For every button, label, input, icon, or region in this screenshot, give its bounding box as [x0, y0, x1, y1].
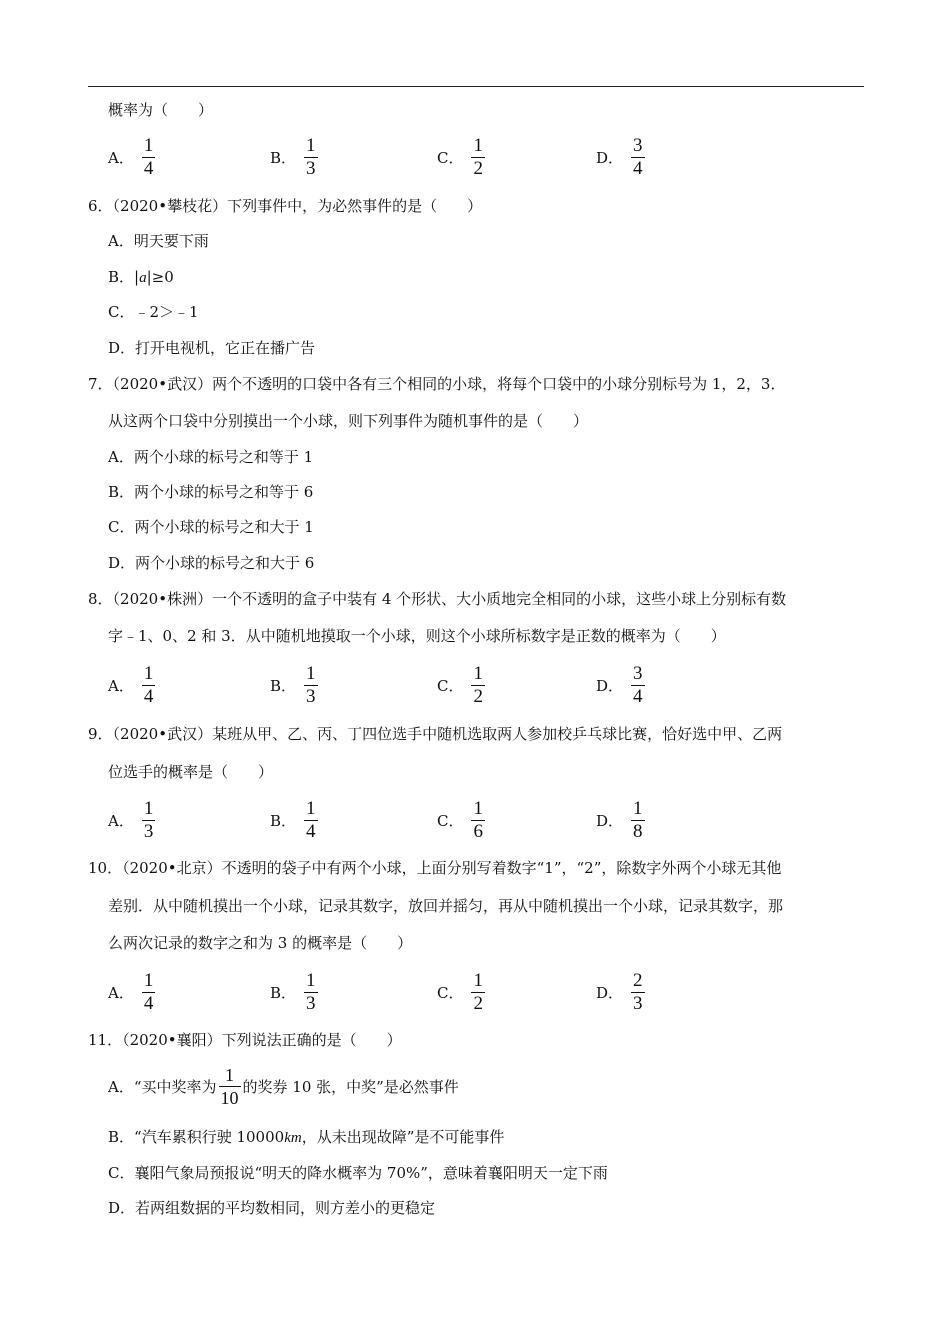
q8-option-c[interactable]: C． $\frac{1}{2}$ — [437, 662, 483, 707]
q10-option-b[interactable]: B． $\frac{1}{3}$ — [270, 969, 316, 1014]
q6-option-a[interactable]: A．明天要下雨 — [108, 232, 209, 250]
q5-option-c[interactable]: C． $\frac{1}{2}$ — [437, 134, 483, 179]
fraction: $\frac{1}{6}$ — [473, 797, 483, 842]
fraction: $\frac{1}{4}$ — [143, 969, 154, 1014]
q6-option-c[interactable]: C．﹣2＞﹣1 — [108, 303, 199, 321]
q9-option-d[interactable]: D． $\frac{1}{8}$ — [596, 797, 643, 842]
q8-stem-line2: 字﹣1、0、2 和 3．从中随机地摸取一个小球，则这个小球所标数字是正数的概率为（ ） — [108, 627, 726, 645]
q5-option-d[interactable]: D． $\frac{3}{4}$ — [596, 134, 643, 179]
q5-stem-tail: 概率为（ ） — [108, 101, 214, 119]
q5-option-a[interactable]: A． $\frac{1}{4}$ — [108, 134, 154, 179]
fraction: $\frac{1}{3}$ — [306, 969, 316, 1014]
q11-option-d[interactable]: D．若两组数据的平均数相同，则方差小的更稳定 — [108, 1199, 436, 1217]
q9-options — [0, 797, 950, 843]
q9-option-a[interactable]: A． $\frac{1}{3}$ — [108, 797, 154, 842]
q10-option-d[interactable]: D． $\frac{2}{3}$ — [596, 969, 643, 1014]
q10-stem-line3: 么两次记录的数字之和为 3 的概率是（ ） — [108, 934, 413, 952]
q8-options — [0, 662, 950, 708]
fraction: $\frac{3}{4}$ — [633, 662, 643, 707]
fraction: $\frac{1}{2}$ — [473, 969, 483, 1014]
fraction: $\frac{3}{4}$ — [633, 134, 643, 179]
fraction: $\frac{1}{2}$ — [473, 134, 483, 179]
fraction: $\frac{1}{3}$ — [143, 797, 154, 842]
q9-stem-line2: 位选手的概率是（ ） — [108, 763, 274, 781]
fraction: $\frac{1}{4}$ — [143, 134, 154, 179]
fraction: $\frac{1}{2}$ — [473, 662, 483, 707]
q8-option-b[interactable]: B． $\frac{1}{3}$ — [270, 662, 316, 707]
q11-option-a[interactable]: A．“买中奖率为 $\frac{1}{10}$ 的奖券 10 张，中奖”是必然事件 — [108, 1064, 459, 1108]
q7-stem-line1: 7．（2020•武汉）两个不透明的口袋中各有三个相同的小球，将每个口袋中的小球分别标号为 1，2，3． — [88, 375, 786, 393]
q7-option-b[interactable]: B．两个小球的标号之和等于 6 — [108, 483, 314, 501]
fraction: $\frac{1}{3}$ — [306, 662, 316, 707]
q10-stem-line1: 10．（2020•北京）不透明的袋子中有两个小球，上面分别写着数字“1”，“2”，除数字外两个小球无其他 — [88, 859, 782, 877]
fraction: $\frac{1}{10}$ — [220, 1064, 239, 1108]
q9-option-b[interactable]: B． $\frac{1}{4}$ — [270, 797, 316, 842]
q5-options — [0, 134, 950, 180]
q6-option-b[interactable]: B．|a|≥0 — [108, 268, 174, 286]
q9-stem-line1: 9．（2020•武汉）某班从甲、乙、丙、丁四位选手中随机选取两人参加校乒乓球比赛，恰好选中甲、乙两 — [88, 725, 783, 743]
q8-stem-line1: 8．（2020•株洲）一个不透明的盒子中装有 4 个形状、大小质地完全相同的小球，这些小球上分别标有数 — [88, 590, 787, 608]
fraction: $\frac{1}{8}$ — [633, 797, 643, 842]
q9-option-c[interactable]: C． $\frac{1}{6}$ — [437, 797, 483, 842]
q11-stem: 11．（2020•襄阳）下列说法正确的是（ ） — [88, 1031, 402, 1049]
fraction: $\frac{1}{4}$ — [306, 797, 316, 842]
fraction: $\frac{2}{3}$ — [633, 969, 643, 1014]
q10-option-a[interactable]: A． $\frac{1}{4}$ — [108, 969, 154, 1014]
fraction: $\frac{1}{4}$ — [143, 662, 154, 707]
header-rule — [88, 86, 864, 87]
q7-option-c[interactable]: C．两个小球的标号之和大于 1 — [108, 518, 314, 536]
q5-option-b[interactable]: B． $\frac{1}{3}$ — [270, 134, 316, 179]
q8-option-a[interactable]: A． $\frac{1}{4}$ — [108, 662, 154, 707]
q10-option-c[interactable]: C． $\frac{1}{2}$ — [437, 969, 483, 1014]
q6-stem: 6．（2020•攀枝花）下列事件中，为必然事件的是（ ） — [88, 197, 483, 215]
q11-option-c[interactable]: C．襄阳气象局预报说“明天的降水概率为 70%”，意味着襄阳明天一定下雨 — [108, 1164, 608, 1182]
q7-option-d[interactable]: D．两个小球的标号之和大于 6 — [108, 554, 315, 572]
q10-stem-line2: 差别．从中随机摸出一个小球，记录其数字，放回并摇匀，再从中随机摸出一个小球，记录其数字，那 — [108, 897, 784, 915]
q10-options — [0, 969, 950, 1015]
fraction: $\frac{1}{3}$ — [306, 134, 316, 179]
q6-option-d[interactable]: D．打开电视机，它正在播广告 — [108, 339, 316, 357]
q8-option-d[interactable]: D． $\frac{3}{4}$ — [596, 662, 643, 707]
q7-option-a[interactable]: A．两个小球的标号之和等于 1 — [108, 448, 314, 466]
q7-stem-line2: 从这两个口袋中分别摸出一个小球，则下列事件为随机事件的是（ ） — [108, 412, 589, 430]
q11-option-b[interactable]: B．“汽车累积行驶 10000km，从未出现故障”是不可能事件 — [108, 1128, 505, 1146]
